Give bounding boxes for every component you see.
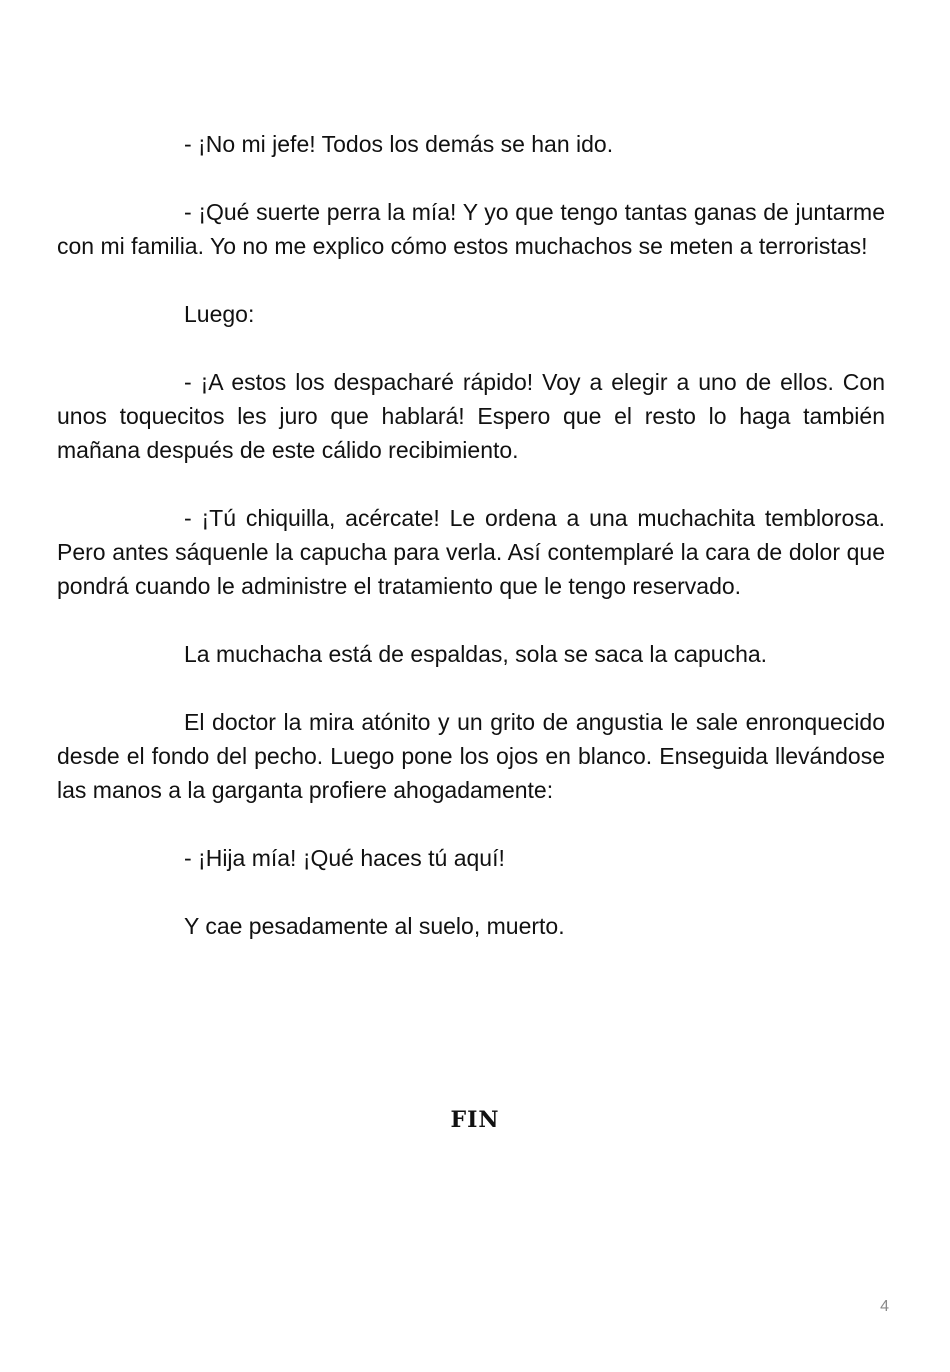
paragraph-9: Y cae pesadamente al suelo, muerto.	[184, 913, 565, 939]
page-number: 4	[880, 1298, 889, 1315]
paragraph-6: La muchacha está de espaldas, sola se saca la capucha.	[184, 641, 768, 667]
paragraph-5: - ¡Tú chiquilla, acércate! Le ordena a una muchachita temblorosa. Pero antes sáquenle la capucha para verla. Así contemplaré la cara de dolor que pondrá cuando le administre el tratamiento que le tengo reservado.	[57, 505, 885, 599]
end-mark: FIN	[450, 1107, 500, 1133]
paragraph-4: - ¡A estos los despacharé rápido! Voy a elegir a uno de ellos. Con unos toquecitos les juro que hablará! Espero que el resto lo haga también mañana después de este cálido recibimiento.	[57, 369, 885, 463]
paragraph-7: El doctor la mira atónito y un grito de angustia le sale enronquecido desde el fondo del pecho. Luego pone los ojos en blanco. Enseguida llevándose las manos a la garganta profiere ahogadamente:	[57, 709, 885, 803]
paragraph-1: - ¡No mi jefe! Todos los demás se han ido.	[184, 131, 614, 157]
document-body	[57, 127, 885, 977]
paragraph-8: - ¡Hija mía! ¡Qué haces tú aquí!	[184, 845, 505, 871]
paragraph-2: - ¡Qué suerte perra la mía! Y yo que tengo tantas ganas de juntarme con mi familia. Yo no me explico cómo estos muchachos se meten a terroristas!	[57, 199, 885, 259]
paragraph-3: Luego:	[184, 301, 255, 327]
